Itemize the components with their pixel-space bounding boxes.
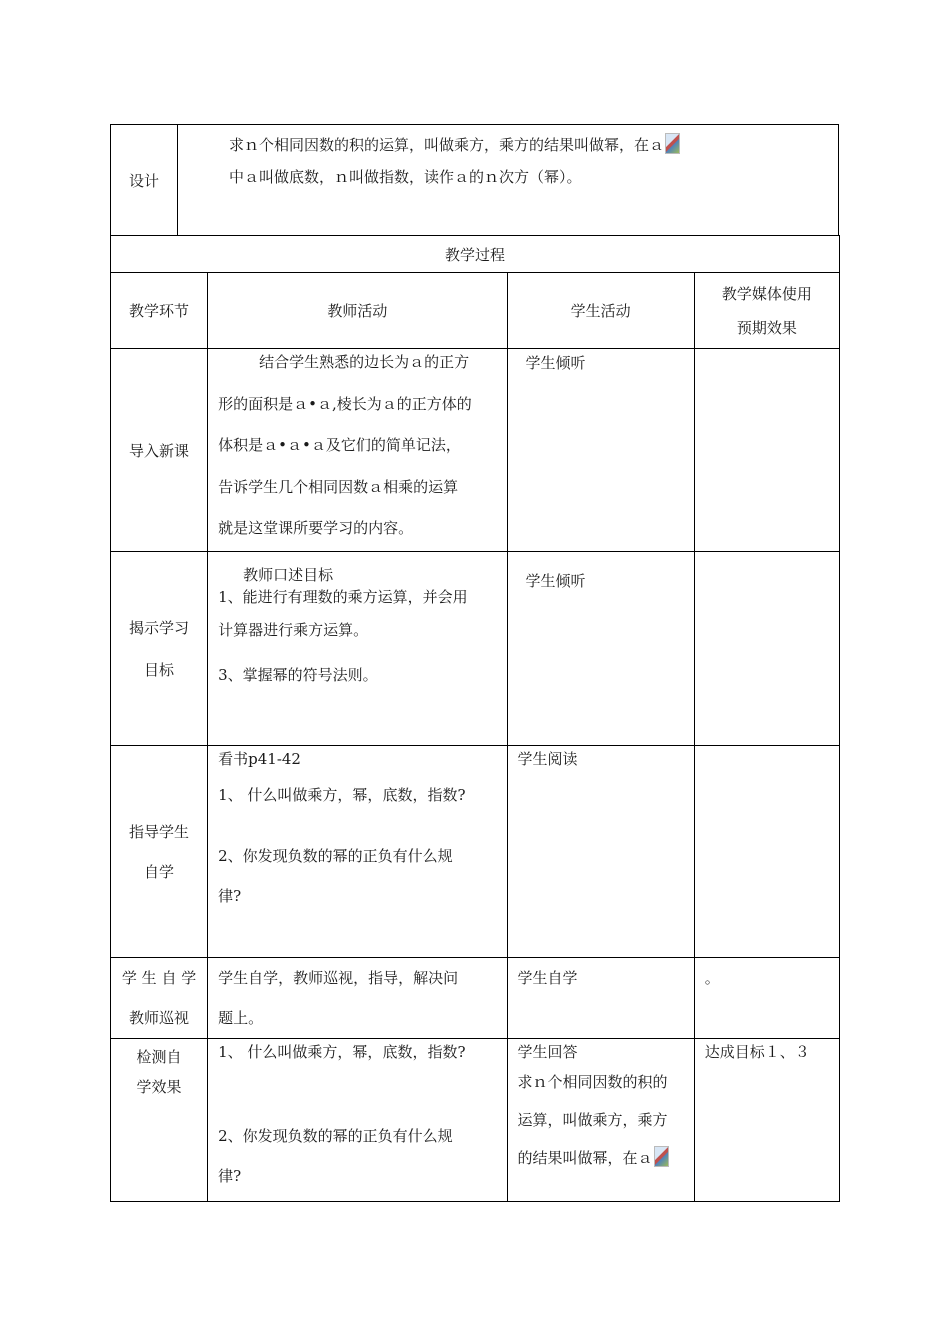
teacher-line: 教师口述目标 bbox=[243, 566, 334, 584]
stage-line-1: 检测自 bbox=[136, 1048, 182, 1066]
student-cell bbox=[507, 958, 694, 1039]
student-line: 求ｎ个相同因数的积的 bbox=[517, 1073, 668, 1091]
teacher-line: 2、你发现负数的幂的正负有什么规 bbox=[218, 1127, 453, 1145]
teacher-line: 结合学生熟悉的边长为ａ的正方 bbox=[259, 353, 470, 371]
teacher-cell bbox=[208, 349, 507, 552]
stage-cell bbox=[111, 1039, 208, 1202]
teacher-line: 律? bbox=[218, 887, 242, 905]
media-cell bbox=[694, 552, 839, 746]
media-text: 达成目标１、３ bbox=[704, 1043, 810, 1061]
stage-line-1: 指导学生 bbox=[129, 822, 190, 841]
teacher-line: 1、能进行有理数的乘方运算，并会用 bbox=[218, 588, 468, 606]
stage-cell bbox=[111, 958, 208, 1039]
student-text: 学生倾听 bbox=[525, 572, 586, 590]
teacher-line: 律? bbox=[218, 1167, 242, 1185]
teacher-line: 题上。 bbox=[218, 1009, 264, 1027]
student-line: 运算，叫做乘方，乘方 bbox=[517, 1111, 668, 1129]
teacher-line: 3、掌握幂的符号法则。 bbox=[218, 666, 378, 684]
media-cell bbox=[694, 958, 839, 1039]
stage-cell: 导入新课 bbox=[111, 349, 208, 552]
teacher-line: 形的面积是ａ•ａ,棱长为ａ的正方体的 bbox=[218, 394, 472, 413]
student-cell bbox=[507, 552, 694, 746]
teacher-line: 体积是ａ•ａ•ａ及它们的简单记法， bbox=[218, 436, 461, 454]
stage-line-1: 学 生 自 学 bbox=[121, 969, 197, 987]
teacher-cell bbox=[208, 552, 507, 746]
design-label: 设计 bbox=[111, 125, 178, 235]
stage-line-2: 目标 bbox=[144, 660, 175, 679]
student-cell bbox=[507, 349, 694, 552]
student-cell bbox=[507, 746, 694, 958]
teaching-process-table bbox=[110, 235, 840, 1202]
teacher-line: 看书p41-42 bbox=[218, 750, 301, 768]
table-row bbox=[111, 958, 840, 1039]
image-placeholder-icon bbox=[654, 1146, 669, 1167]
teacher-line: 就是这堂课所要学习的内容。 bbox=[218, 519, 414, 537]
header-media-line-2: 预期效果 bbox=[736, 318, 797, 337]
design-line-1: 求ｎ个相同因数的积的运算，叫做乘方，乘方的结果叫做幂，在ａ bbox=[229, 136, 665, 154]
student-line: 的结果叫做幂，在ａ bbox=[517, 1149, 653, 1167]
header-teacher: 教师活动 bbox=[208, 273, 507, 349]
student-line: 学生回答 bbox=[517, 1043, 578, 1061]
table-row bbox=[111, 746, 840, 958]
media-text: 。 bbox=[704, 969, 720, 987]
student-text: 学生阅读 bbox=[517, 750, 578, 768]
teacher-line: 计算器进行乘方运算。 bbox=[218, 621, 369, 639]
media-cell bbox=[694, 349, 839, 552]
header-stage: 教学环节 bbox=[111, 273, 208, 349]
media-cell bbox=[694, 1039, 839, 1202]
teacher-line: 告诉学生几个相同因数ａ相乘的运算 bbox=[218, 477, 459, 496]
table-row bbox=[111, 1039, 840, 1202]
header-student: 学生活动 bbox=[507, 273, 694, 349]
teacher-cell bbox=[208, 1039, 507, 1202]
stage-cell bbox=[111, 746, 208, 958]
stage-line-2: 学效果 bbox=[136, 1078, 182, 1096]
design-text bbox=[229, 129, 680, 193]
table-row bbox=[111, 552, 840, 746]
header-media bbox=[694, 273, 839, 349]
teacher-cell bbox=[208, 958, 507, 1039]
media-cell bbox=[694, 746, 839, 958]
process-title: 教学过程 bbox=[111, 236, 840, 273]
stage-line-2: 教师巡视 bbox=[129, 1009, 190, 1027]
teacher-line: 学生自学，教师巡视，指导，解决问 bbox=[218, 969, 459, 987]
design-section bbox=[110, 124, 839, 235]
stage-cell bbox=[111, 552, 208, 746]
teacher-line: 2、你发现负数的幂的正负有什么规 bbox=[218, 847, 453, 865]
teacher-line: 1、 什么叫做乘方，幂，底数，指数? bbox=[218, 1043, 466, 1061]
header-media-line-1: 教学媒体使用 bbox=[721, 284, 812, 303]
teacher-line: 1、 什么叫做乘方，幂，底数，指数? bbox=[218, 786, 466, 804]
stage-line-2: 自学 bbox=[144, 862, 175, 881]
table-row bbox=[111, 349, 840, 552]
student-text: 学生倾听 bbox=[525, 354, 586, 372]
stage-line-1: 揭示学习 bbox=[129, 618, 190, 637]
student-cell bbox=[507, 1039, 694, 1202]
student-text: 学生自学 bbox=[517, 969, 578, 987]
image-placeholder-icon bbox=[665, 133, 680, 154]
design-line-2: 中ａ叫做底数，ｎ叫做指数，读作ａ的ｎ次方（幂）。 bbox=[229, 168, 582, 186]
teacher-cell bbox=[208, 746, 507, 958]
